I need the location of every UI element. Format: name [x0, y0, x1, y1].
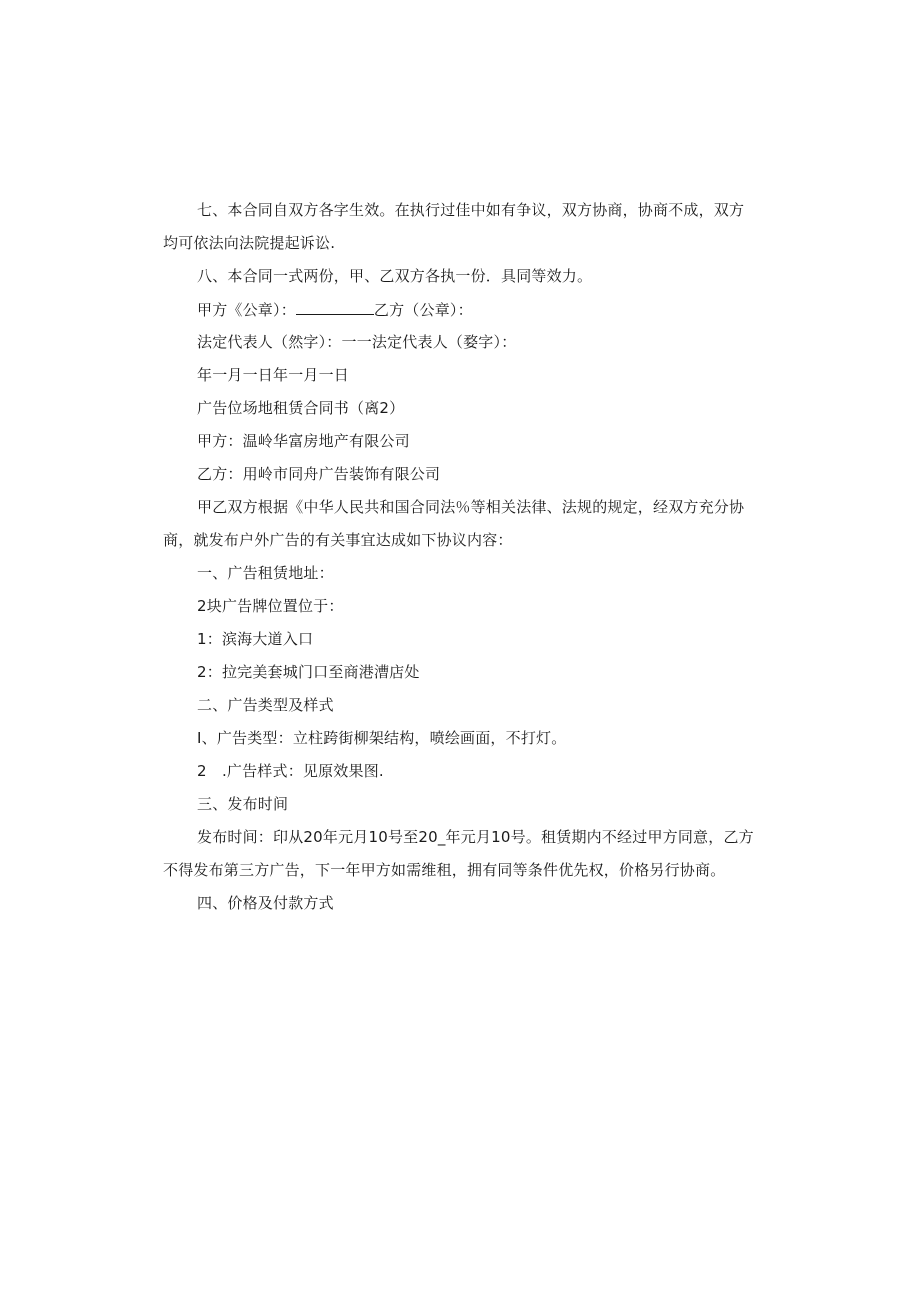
section-3-title: 三、发布时间	[197, 795, 289, 813]
party-a: 甲方：温岭华富房地产有限公司	[197, 432, 410, 450]
signature-a-blank	[296, 299, 374, 315]
section-3-line-1: 发布时间：印从20年元月10号至20_年元月10号。租赁期内不经过甲方同意，乙方	[197, 828, 754, 846]
party-b: 乙方：用岭市同舟广告装饰有限公司	[197, 465, 441, 483]
clause-7-line-2: 均可依法向法院提起诉讼.	[163, 234, 336, 252]
clause-7-line-1: 七、本合同自双方各字生效。在执行过佳中如有争议，双方协商，协商不成，双方	[197, 201, 745, 219]
signature-line	[197, 299, 473, 320]
signature-b-label: 乙方（公章）：	[373, 301, 473, 319]
section-1-count: 2块广告牌位置位于：	[197, 597, 344, 615]
section-1-item-2: 2：拉完美套城门口至商港漕店处	[197, 663, 420, 681]
contract-2-title: 广告位场地租赁合同书（离2）	[197, 399, 405, 417]
section-2-title: 二、广告类型及样式	[197, 696, 334, 714]
section-1-title: 一、广告租赁地址：	[197, 564, 334, 582]
section-2-item-1: I、广告类型：立柱跨街柳架结构，喷绘画面，不打灯。	[197, 729, 567, 747]
legal-representative-line: 法定代表人（然字）：一一法定代表人（婺字）：	[197, 333, 517, 351]
section-4-title: 四、价格及付款方式	[197, 894, 334, 912]
section-2-item-2: 2 .广告样式：见原效果图.	[197, 762, 384, 780]
clause-8: 八、本合同一式两份，甲、乙双方各执一份．具同等效力。	[197, 267, 593, 285]
section-3-line-2: 不得发布第三方广告，下一年甲方如需维租，拥有同等条件优先权，价格另行协商。	[163, 861, 726, 879]
section-1-item-1: 1：滨海大道入口	[197, 630, 314, 648]
intro-line-2: 商，就发布户外广告的有关事宜达成如下协议内容：	[163, 531, 513, 549]
intro-line-1: 甲乙双方根据《中华人民共和国合同法％等相关法律、法规的规定，经双方充分协	[197, 498, 745, 516]
signature-a-label: 甲方《公章）：	[197, 301, 296, 319]
date-line: 年一月一日年一月一日	[197, 366, 350, 384]
